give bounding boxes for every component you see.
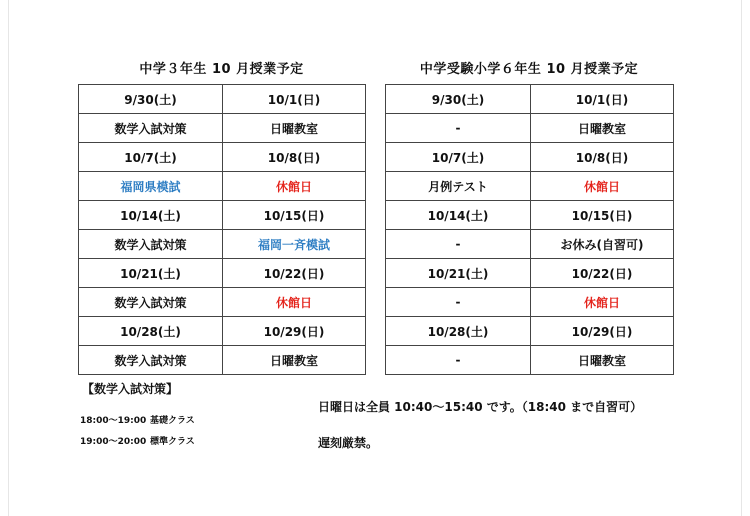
schedule-row xyxy=(386,259,674,288)
right-schedule-table xyxy=(385,84,674,375)
schedule-row xyxy=(386,288,674,317)
saturday-cell: - xyxy=(386,230,531,259)
sunday-cell: 日曜教室 xyxy=(223,114,366,143)
schedule-row xyxy=(79,259,366,288)
schedule-row xyxy=(79,317,366,346)
sunday-cell: 休館日 xyxy=(223,172,366,201)
left-schedule-title: 中学３年生 10 月授業予定 xyxy=(139,62,304,77)
class-time: 19:00～20:00 xyxy=(80,437,147,447)
saturday-cell: 10/14(土) xyxy=(79,201,223,230)
schedule-row xyxy=(79,85,366,114)
sunday-cell: 10/22(日) xyxy=(223,259,366,288)
sunday-cell: 10/15(日) xyxy=(223,201,366,230)
left-schedule-body xyxy=(79,85,366,375)
schedule-row xyxy=(79,201,366,230)
sunday-cell: 10/1(日) xyxy=(531,85,674,114)
schedule-row xyxy=(386,143,674,172)
saturday-cell: 数学入試対策 xyxy=(79,230,223,259)
sunday-cell: 休館日 xyxy=(531,172,674,201)
saturday-cell: 10/14(土) xyxy=(386,201,531,230)
saturday-cell: 数学入試対策 xyxy=(79,288,223,317)
saturday-cell: 数学入試対策 xyxy=(79,346,223,375)
sunday-cell: 休館日 xyxy=(531,288,674,317)
schedule-row xyxy=(79,114,366,143)
right-schedule-body xyxy=(386,85,674,375)
schedule-row xyxy=(79,172,366,201)
saturday-cell: - xyxy=(386,114,531,143)
saturday-cell: 9/30(土) xyxy=(386,85,531,114)
sunday-cell: お休み(自習可) xyxy=(531,230,674,259)
sunday-cell: 10/29(日) xyxy=(531,317,674,346)
schedule-row xyxy=(386,172,674,201)
saturday-cell: 福岡県模試 xyxy=(79,172,223,201)
sunday-cell: 10/22(日) xyxy=(531,259,674,288)
sunday-cell: 10/8(日) xyxy=(223,143,366,172)
sunday-cell: 10/8(日) xyxy=(531,143,674,172)
schedule-row xyxy=(386,317,674,346)
schedule-row xyxy=(386,114,674,143)
saturday-cell: 10/28(土) xyxy=(79,317,223,346)
saturday-cell: 10/7(土) xyxy=(386,143,531,172)
schedule-row xyxy=(386,85,674,114)
math-course-title: 【数学入試対策】 xyxy=(82,382,179,396)
sunday-cell: 休館日 xyxy=(223,288,366,317)
class-name: 基礎クラス xyxy=(150,416,195,426)
saturday-cell: 月例テスト xyxy=(386,172,531,201)
saturday-cell: - xyxy=(386,346,531,375)
schedule-row xyxy=(386,201,674,230)
saturday-cell: 9/30(土) xyxy=(79,85,223,114)
class-name: 標準クラス xyxy=(150,437,195,447)
class-line-basic xyxy=(80,413,195,426)
saturday-cell: - xyxy=(386,288,531,317)
saturday-cell: 10/28(土) xyxy=(386,317,531,346)
schedule-row xyxy=(386,230,674,259)
saturday-cell: 10/21(土) xyxy=(386,259,531,288)
schedule-row xyxy=(79,143,366,172)
sunday-cell: 福岡一斉模試 xyxy=(223,230,366,259)
class-time: 18:00～19:00 xyxy=(80,416,147,426)
saturday-cell: 10/21(土) xyxy=(79,259,223,288)
left-schedule-table xyxy=(78,84,366,375)
schedule-row xyxy=(79,230,366,259)
sunday-cell: 日曜教室 xyxy=(531,114,674,143)
sunday-cell: 10/1(日) xyxy=(223,85,366,114)
sunday-cell: 10/29(日) xyxy=(223,317,366,346)
schedule-row xyxy=(79,346,366,375)
schedule-row xyxy=(386,346,674,375)
sunday-cell: 10/15(日) xyxy=(531,201,674,230)
right-schedule-title: 中学受験小学６年生 10 月授業予定 xyxy=(419,62,639,77)
late-note: 遅刻厳禁。 xyxy=(318,436,379,450)
sunday-cell: 日曜教室 xyxy=(223,346,366,375)
schedule-row xyxy=(79,288,366,317)
saturday-cell: 10/7(土) xyxy=(79,143,223,172)
sunday-cell: 日曜教室 xyxy=(531,346,674,375)
sunday-note: 日曜日は全員 10:40～15:40 です。（18:40 まで自習可） xyxy=(318,400,643,414)
saturday-cell: 数学入試対策 xyxy=(79,114,223,143)
class-line-standard xyxy=(80,434,195,447)
